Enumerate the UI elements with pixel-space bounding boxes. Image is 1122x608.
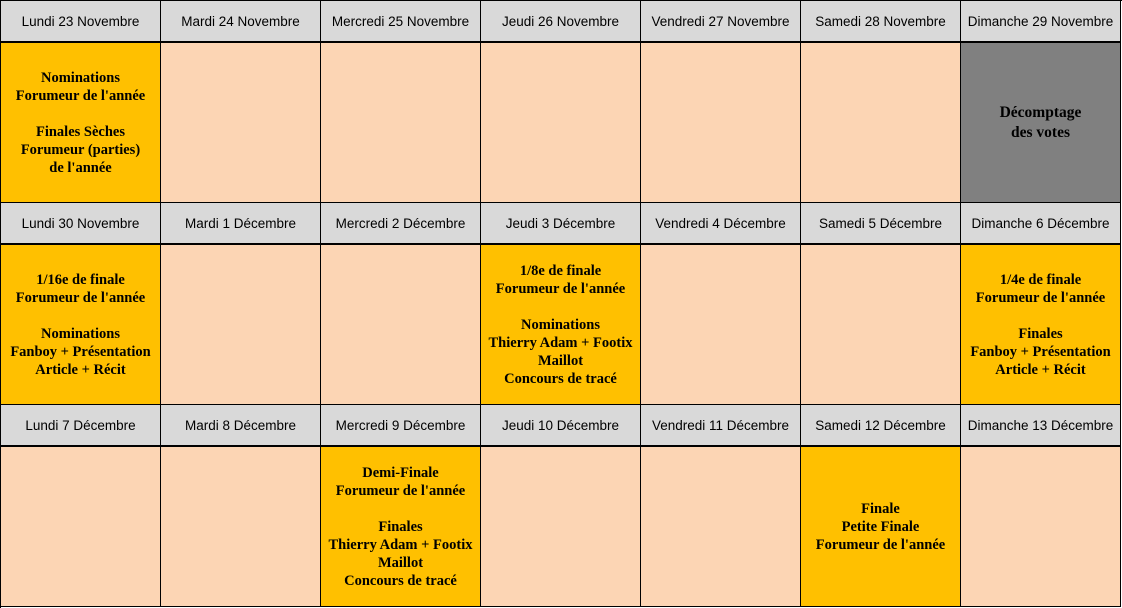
day-date-label: Mardi 1 Décembre — [184, 215, 297, 231]
day-date-label: Vendredi 27 Novembre — [651, 13, 790, 29]
event-line: Nominations — [41, 69, 120, 86]
day-cell — [161, 245, 321, 405]
day-cell-event — [961, 245, 1121, 405]
event-line: Article + Récit — [995, 361, 1086, 378]
day-cell — [961, 447, 1121, 607]
day-date-label: Jeudi 10 Décembre — [501, 417, 620, 433]
day-date-label: Jeudi 26 Novembre — [501, 13, 620, 29]
day-cell — [321, 43, 481, 203]
event-line: Finales Sèches — [35, 123, 125, 140]
day-cell — [641, 447, 801, 607]
event-line: Fanboy + Présentation — [970, 343, 1111, 360]
day-date-label: Mercredi 9 Décembre — [335, 417, 466, 433]
event-line: Nominations — [521, 316, 600, 333]
event-line: Maillot — [537, 352, 584, 369]
day-header — [641, 203, 801, 245]
day-header — [321, 1, 481, 43]
event-description — [816, 500, 945, 554]
day-cell-event — [481, 245, 641, 405]
day-date-label: Mardi 8 Décembre — [184, 417, 297, 433]
event-line: Article + Récit — [35, 361, 126, 378]
day-header — [1, 203, 161, 245]
event-description — [329, 464, 473, 590]
day-date-label: Lundi 30 Novembre — [21, 215, 140, 231]
day-cell-event — [961, 43, 1121, 203]
event-line: Forumeur de l'année — [815, 536, 946, 553]
day-header — [161, 1, 321, 43]
event-line: Forumeur (parties) — [20, 141, 141, 158]
event-line: 1/16e de finale — [36, 271, 125, 288]
day-date-label: Mardi 24 Novembre — [181, 13, 300, 29]
day-cell — [161, 43, 321, 203]
event-line: Concours de tracé — [504, 370, 617, 387]
day-date-label: Vendredi 4 Décembre — [655, 215, 786, 231]
event-line: Finales — [378, 518, 423, 535]
day-cell — [801, 245, 961, 405]
event-line: Finales — [1018, 325, 1063, 342]
day-header — [801, 405, 961, 447]
day-header — [481, 405, 641, 447]
day-date-label: Samedi 12 Décembre — [815, 417, 946, 433]
event-description — [489, 262, 633, 388]
day-cell — [641, 245, 801, 405]
day-cell-event — [801, 447, 961, 607]
event-line: Forumeur de l'année — [15, 289, 146, 306]
day-header — [641, 1, 801, 43]
day-cell — [801, 43, 961, 203]
event-line: Forumeur de l'année — [335, 482, 466, 499]
day-cell-event — [321, 447, 481, 607]
day-date-label: Mercredi 2 Décembre — [335, 215, 466, 231]
day-header — [481, 203, 641, 245]
event-line: Fanboy + Présentation — [10, 343, 151, 360]
day-cell — [641, 43, 801, 203]
event-line: des votes — [1011, 123, 1070, 141]
day-date-label: Lundi 23 Novembre — [21, 13, 140, 29]
day-header — [961, 203, 1121, 245]
day-date-label: Dimanche 6 Décembre — [971, 215, 1110, 231]
day-header — [961, 405, 1121, 447]
event-description — [10, 271, 150, 379]
event-description — [1000, 103, 1082, 143]
event-line: Thierry Adam + Footix — [488, 334, 633, 351]
day-date-label: Jeudi 3 Décembre — [505, 215, 616, 231]
day-date-label: Vendredi 11 Décembre — [651, 417, 790, 433]
day-cell — [481, 43, 641, 203]
event-line: de l'année — [49, 159, 112, 176]
event-line: Décomptage — [999, 103, 1082, 121]
event-description — [16, 69, 145, 177]
day-cell — [1, 447, 161, 607]
day-header — [321, 203, 481, 245]
day-header — [321, 405, 481, 447]
event-line: Forumeur de l'année — [975, 289, 1106, 306]
day-header — [641, 405, 801, 447]
day-date-label: Dimanche 13 Décembre — [967, 417, 1114, 433]
day-cell — [481, 447, 641, 607]
event-line: 1/4e de finale — [999, 271, 1082, 288]
day-header — [161, 203, 321, 245]
event-line: Finale — [861, 500, 900, 517]
day-header — [961, 1, 1121, 43]
event-line: Thierry Adam + Footix — [328, 536, 473, 553]
event-line: Concours de tracé — [344, 572, 457, 589]
day-cell — [161, 447, 321, 607]
day-date-label: Samedi 5 Décembre — [818, 215, 943, 231]
event-line: Maillot — [377, 554, 424, 571]
event-description — [970, 271, 1110, 379]
day-header — [1, 1, 161, 43]
day-cell — [321, 245, 481, 405]
event-line: Forumeur de l'année — [495, 280, 626, 297]
event-line: 1/8e de finale — [519, 262, 602, 279]
day-header — [801, 1, 961, 43]
event-line: Forumeur de l'année — [15, 87, 146, 104]
day-cell-event — [1, 43, 161, 203]
day-date-label: Dimanche 29 Novembre — [967, 13, 1114, 29]
day-date-label: Mercredi 25 Novembre — [331, 13, 470, 29]
event-line: Nominations — [41, 325, 120, 342]
day-header — [1, 405, 161, 447]
day-date-label: Samedi 28 Novembre — [815, 13, 946, 29]
day-date-label: Lundi 7 Décembre — [25, 417, 136, 433]
day-cell-event — [1, 245, 161, 405]
day-header — [161, 405, 321, 447]
day-header — [481, 1, 641, 43]
event-line: Petite Finale — [841, 518, 920, 535]
day-header — [801, 203, 961, 245]
event-line: Demi-Finale — [362, 464, 439, 481]
